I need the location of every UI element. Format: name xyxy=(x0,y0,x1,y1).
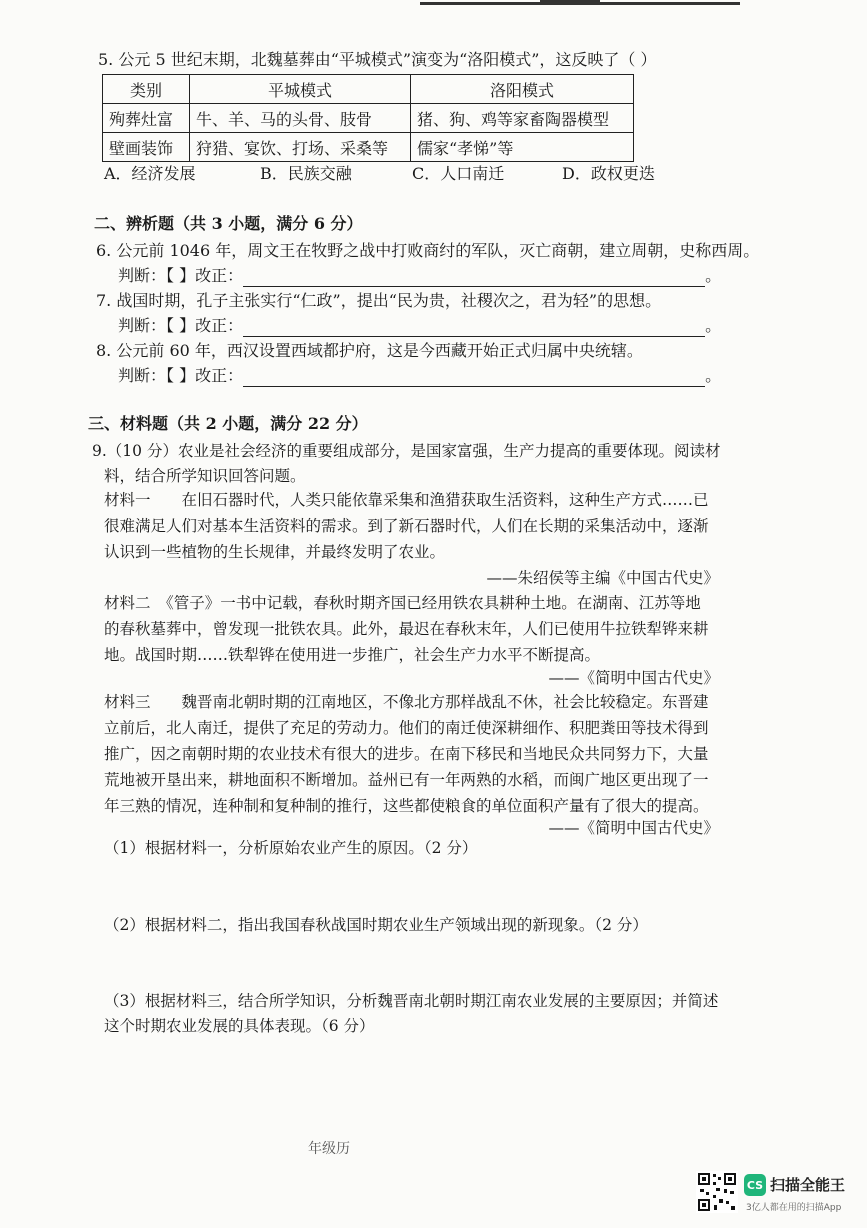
table-cell: 牛、羊、马的头骨、肢骨 xyxy=(190,104,411,133)
material-3-text: 立前后，北人南迁，提供了充足的劳动力。他们的南迁使深耕细作、积肥粪田等技术得到 xyxy=(104,719,709,737)
table-cell: 殉葬灶富 xyxy=(103,104,190,133)
table-header-cell: 洛阳模式 xyxy=(411,75,634,104)
judge-label: 判断：【 】改正： xyxy=(118,316,244,335)
section-2-heading: 二、辨析题（共 3 小题，满分 6 分） xyxy=(94,214,363,233)
sub-question-3: 这个时期农业发展的具体表现。（6 分） xyxy=(104,1017,375,1035)
brand-name: 扫描全能王 xyxy=(770,1176,846,1194)
table-header-row xyxy=(103,75,634,104)
table-cell: 猪、狗、鸡等家畜陶器模型 xyxy=(411,104,634,133)
judge-label: 判断：【 】改正： xyxy=(118,366,244,385)
section-3-heading: 三、材料题（共 2 小题，满分 22 分） xyxy=(88,414,368,433)
table-cell: 壁画装饰 xyxy=(103,133,190,162)
judgement-item: 6. 公元前 1046 年，周文王在牧野之战中打败商纣的军队，灭亡商朝，建立周朝，史称西周。 xyxy=(96,241,760,260)
comparison-table xyxy=(102,74,634,162)
material-1-source: ——朱绍侯等主编《中国古代史》 xyxy=(486,569,719,587)
table-cell: 狩猎、宴饮、打场、采桑等 xyxy=(190,133,411,162)
table-row xyxy=(103,104,634,133)
scan-edge-line xyxy=(540,0,600,2)
material-2-source: ——《简明中国古代史》 xyxy=(548,669,719,687)
brand-tagline: 3亿人都在用的扫描App xyxy=(746,1203,842,1213)
camscanner-logo-icon: CS xyxy=(744,1174,766,1196)
material-1-text: 认识到一些植物的生长规律，并最终发明了农业。 xyxy=(104,543,446,561)
sub-question-3: （3）根据材料三，结合所学知识，分析魏晋南北朝时期江南农业发展的主要原因；并简述 xyxy=(104,992,719,1010)
option-a: A．经济发展 xyxy=(104,164,196,183)
judgement-answer-row xyxy=(118,265,721,287)
end-mark: 。 xyxy=(705,316,722,335)
page-label: 年级历 xyxy=(308,1141,350,1157)
option-b: B．民族交融 xyxy=(260,164,352,183)
q9-intro: 料，结合所学知识回答问题。 xyxy=(104,467,306,485)
sub-question-2: （2）根据材料二，指出我国春秋战国时期农业生产领域出现的新现象。（2 分） xyxy=(104,916,648,934)
table-header-cell: 平城模式 xyxy=(190,75,411,104)
judgement-answer-row xyxy=(118,365,721,387)
end-mark: 。 xyxy=(705,366,722,385)
table-header-cell: 类别 xyxy=(103,75,190,104)
scan-edge-line xyxy=(420,2,740,5)
sub-question-1: （1）根据材料一，分析原始农业产生的原因。（2 分） xyxy=(104,839,478,857)
material-3-text: 材料三 魏晋南北朝时期的江南地区，不像北方那样战乱不休，社会比较稳定。东晋建 xyxy=(104,693,709,711)
q9-intro: 9.（10 分）农业是社会经济的重要组成部分，是国家富强，生产力提高的重要体现。阅读材 xyxy=(92,442,721,460)
material-3-text: 推广，因之南朝时期的农业技术有很大的进步。在南下移民和当地民众共同努力下，大量 xyxy=(104,745,709,763)
qr-code-icon xyxy=(696,1171,738,1213)
material-3-source: ——《简明中国古代史》 xyxy=(548,819,719,837)
table-row xyxy=(103,133,634,162)
material-1-text: 材料一 在旧石器时代，人类只能依靠采集和渔猎获取生活资料，这种生产方式……已 xyxy=(104,491,709,509)
material-1-text: 很难满足人们对基本生活资料的需求。到了新石器时代，人们在长期的采集活动中，逐渐 xyxy=(104,517,709,535)
judgement-item: 7. 战国时期，孔子主张实行“仁政”，提出“民为贵，社稷次之，君为轻”的思想。 xyxy=(96,291,662,310)
material-2-text: 地。战国时期……铁犁铧在使用进一步推广，社会生产力水平不断提高。 xyxy=(104,646,601,664)
judgement-item: 8. 公元前 60 年，西汉设置西域都护府，这是今西藏开始正式归属中央统辖。 xyxy=(96,341,643,360)
end-mark: 。 xyxy=(705,266,722,285)
answer-blank[interactable] xyxy=(243,318,705,337)
answer-blank[interactable] xyxy=(243,368,705,387)
material-3-text: 年三熟的情况，连种制和复种制的推行，这些都使粮食的单位面积产量有了很大的提高。 xyxy=(104,797,709,815)
material-3-text: 荒地被开垦出来，耕地面积不断增加。益州已有一年两熟的水稻，而闽广地区更出现了一 xyxy=(104,771,709,789)
judge-label: 判断：【 】改正： xyxy=(118,266,244,285)
table-cell: 儒家“孝悌”等 xyxy=(411,133,634,162)
option-d: D．政权更迭 xyxy=(562,164,655,183)
question-5-stem: 5. 公元 5 世纪末期，北魏墓葬由“平城模式”演变为“洛阳模式”，这反映了（ ） xyxy=(98,50,657,69)
judgement-answer-row xyxy=(118,315,721,337)
option-c: C．人口南迁 xyxy=(412,164,505,183)
material-2-text: 的春秋墓葬中，曾发现一批铁农具。此外，最迟在春秋末年，人们已使用牛拉铁犁铧来耕 xyxy=(104,620,709,638)
material-2-text: 材料二 《管子》一书中记载，春秋时期齐国已经用铁农具耕种土地。在湖南、江苏等地 xyxy=(104,594,701,612)
answer-blank[interactable] xyxy=(243,268,705,287)
